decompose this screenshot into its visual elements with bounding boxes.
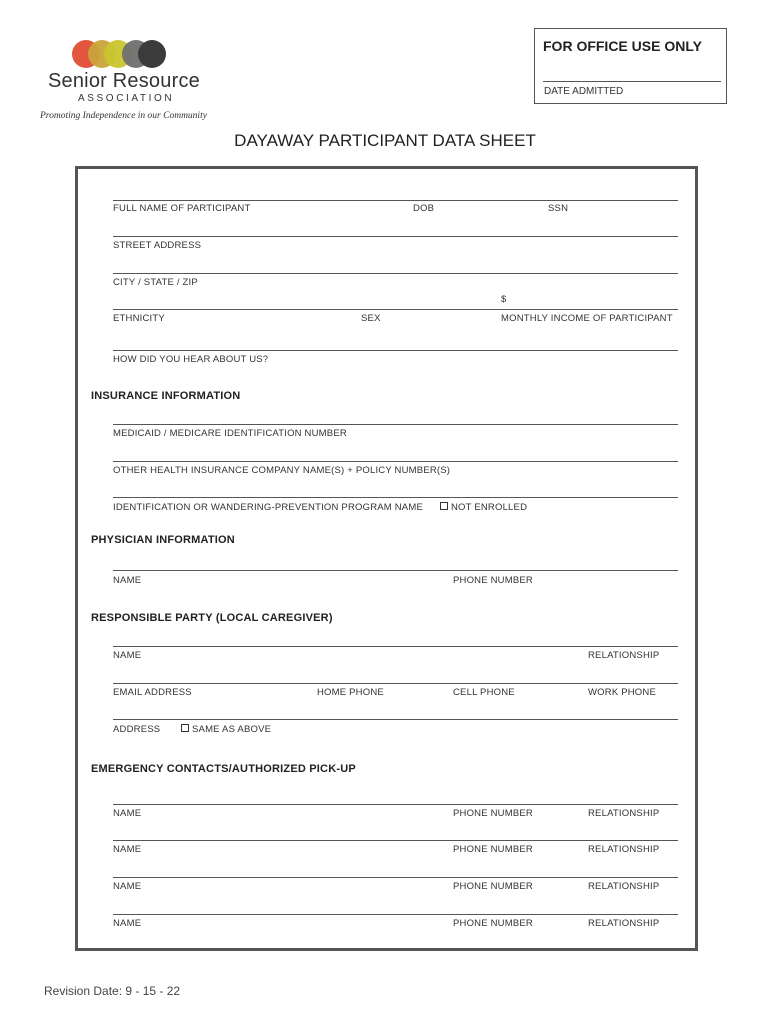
- responsible-relationship-label: RELATIONSHIP: [588, 650, 660, 661]
- email-address-label: EMAIL ADDRESS: [113, 687, 192, 698]
- responsible-name-line[interactable]: [113, 646, 678, 647]
- form-title: DAYAWAY PARTICIPANT DATA SHEET: [234, 131, 536, 150]
- participant-name-line[interactable]: [113, 200, 678, 201]
- other-insurance-line[interactable]: [113, 461, 678, 462]
- emergency-phone-label: PHONE NUMBER: [453, 808, 533, 819]
- responsible-address-label: ADDRESS: [113, 724, 161, 735]
- office-use-box: [534, 28, 727, 104]
- responsible-contact-line[interactable]: [113, 683, 678, 684]
- same-as-above-checkbox[interactable]: [181, 724, 189, 732]
- sex-label: SEX: [361, 313, 381, 324]
- cell-phone-label: CELL PHONE: [453, 687, 515, 698]
- ssn-label: SSN: [548, 203, 569, 214]
- street-address-line[interactable]: [113, 236, 678, 237]
- emergency-row-line[interactable]: [113, 804, 678, 805]
- responsible-address-line[interactable]: [113, 719, 678, 720]
- not-enrolled-label: NOT ENROLLED: [451, 502, 528, 513]
- full-name-label: FULL NAME OF PARTICIPANT: [113, 203, 251, 214]
- dob-label: DOB: [413, 203, 435, 214]
- physician-phone-label: PHONE NUMBER: [453, 575, 533, 586]
- logo-name: Senior Resource: [48, 70, 200, 92]
- monthly-income-label: MONTHLY INCOME OF PARTICIPANT: [501, 313, 673, 324]
- emergency-phone-label: PHONE NUMBER: [453, 918, 533, 929]
- same-as-above-option[interactable]: [181, 724, 271, 735]
- dollar-sign: $: [501, 294, 507, 305]
- not-enrolled-option[interactable]: [440, 502, 527, 513]
- identification-label: IDENTIFICATION OR WANDERING-PREVENTION PROGRAM NAME: [113, 502, 423, 513]
- logo-dot: [138, 40, 166, 68]
- medicaid-line[interactable]: [113, 424, 678, 425]
- home-phone-label: HOME PHONE: [317, 687, 384, 698]
- work-phone-label: WORK PHONE: [588, 687, 656, 698]
- emergency-name-label: NAME: [113, 881, 142, 892]
- emergency-row-line[interactable]: [113, 914, 678, 915]
- date-admitted-label: DATE ADMITTED: [544, 86, 624, 97]
- emergency-phone-label: PHONE NUMBER: [453, 881, 533, 892]
- emergency-row-line[interactable]: [113, 840, 678, 841]
- hear-about-label: HOW DID YOU HEAR ABOUT US?: [113, 354, 269, 365]
- logo-tagline: Promoting Independence in our Community: [40, 111, 207, 121]
- emergency-relationship-label: RELATIONSHIP: [588, 844, 660, 855]
- medicaid-label: MEDICAID / MEDICARE IDENTIFICATION NUMBER: [113, 428, 347, 439]
- city-state-zip-label: CITY / STATE / ZIP: [113, 277, 198, 288]
- emergency-contacts-heading: EMERGENCY CONTACTS/AUTHORIZED PICK-UP: [91, 763, 356, 775]
- same-as-above-label: SAME AS ABOVE: [192, 724, 272, 735]
- logo-subtitle: ASSOCIATION: [78, 93, 175, 104]
- emergency-relationship-label: RELATIONSHIP: [588, 808, 660, 819]
- emergency-name-label: NAME: [113, 918, 142, 929]
- hear-about-line[interactable]: [113, 350, 678, 351]
- city-state-zip-line[interactable]: [113, 273, 678, 274]
- identification-line[interactable]: [113, 497, 678, 498]
- office-use-title: FOR OFFICE USE ONLY: [543, 38, 702, 54]
- physician-line[interactable]: [113, 570, 678, 571]
- physician-name-label: NAME: [113, 575, 142, 586]
- responsible-name-label: NAME: [113, 650, 142, 661]
- emergency-name-label: NAME: [113, 844, 142, 855]
- emergency-row-line[interactable]: [113, 877, 678, 878]
- other-insurance-label: OTHER HEALTH INSURANCE COMPANY NAME(S) + POLICY NUMBER(S): [113, 465, 451, 476]
- insurance-heading: INSURANCE INFORMATION: [91, 390, 241, 402]
- not-enrolled-checkbox[interactable]: [440, 502, 448, 510]
- emergency-phone-label: PHONE NUMBER: [453, 844, 533, 855]
- emergency-relationship-label: RELATIONSHIP: [588, 881, 660, 892]
- emergency-name-label: NAME: [113, 808, 142, 819]
- physician-heading: PHYSICIAN INFORMATION: [91, 534, 235, 546]
- revision-date: Revision Date: 9 - 15 - 22: [44, 984, 181, 998]
- emergency-relationship-label: RELATIONSHIP: [588, 918, 660, 929]
- responsible-party-heading: RESPONSIBLE PARTY (LOCAL CAREGIVER): [91, 612, 333, 624]
- date-admitted-line[interactable]: [543, 81, 721, 82]
- logo-dots: [72, 38, 172, 70]
- street-address-label: STREET ADDRESS: [113, 240, 202, 251]
- ethnicity-label: ETHNICITY: [113, 313, 165, 324]
- ethnicity-line[interactable]: [113, 309, 678, 310]
